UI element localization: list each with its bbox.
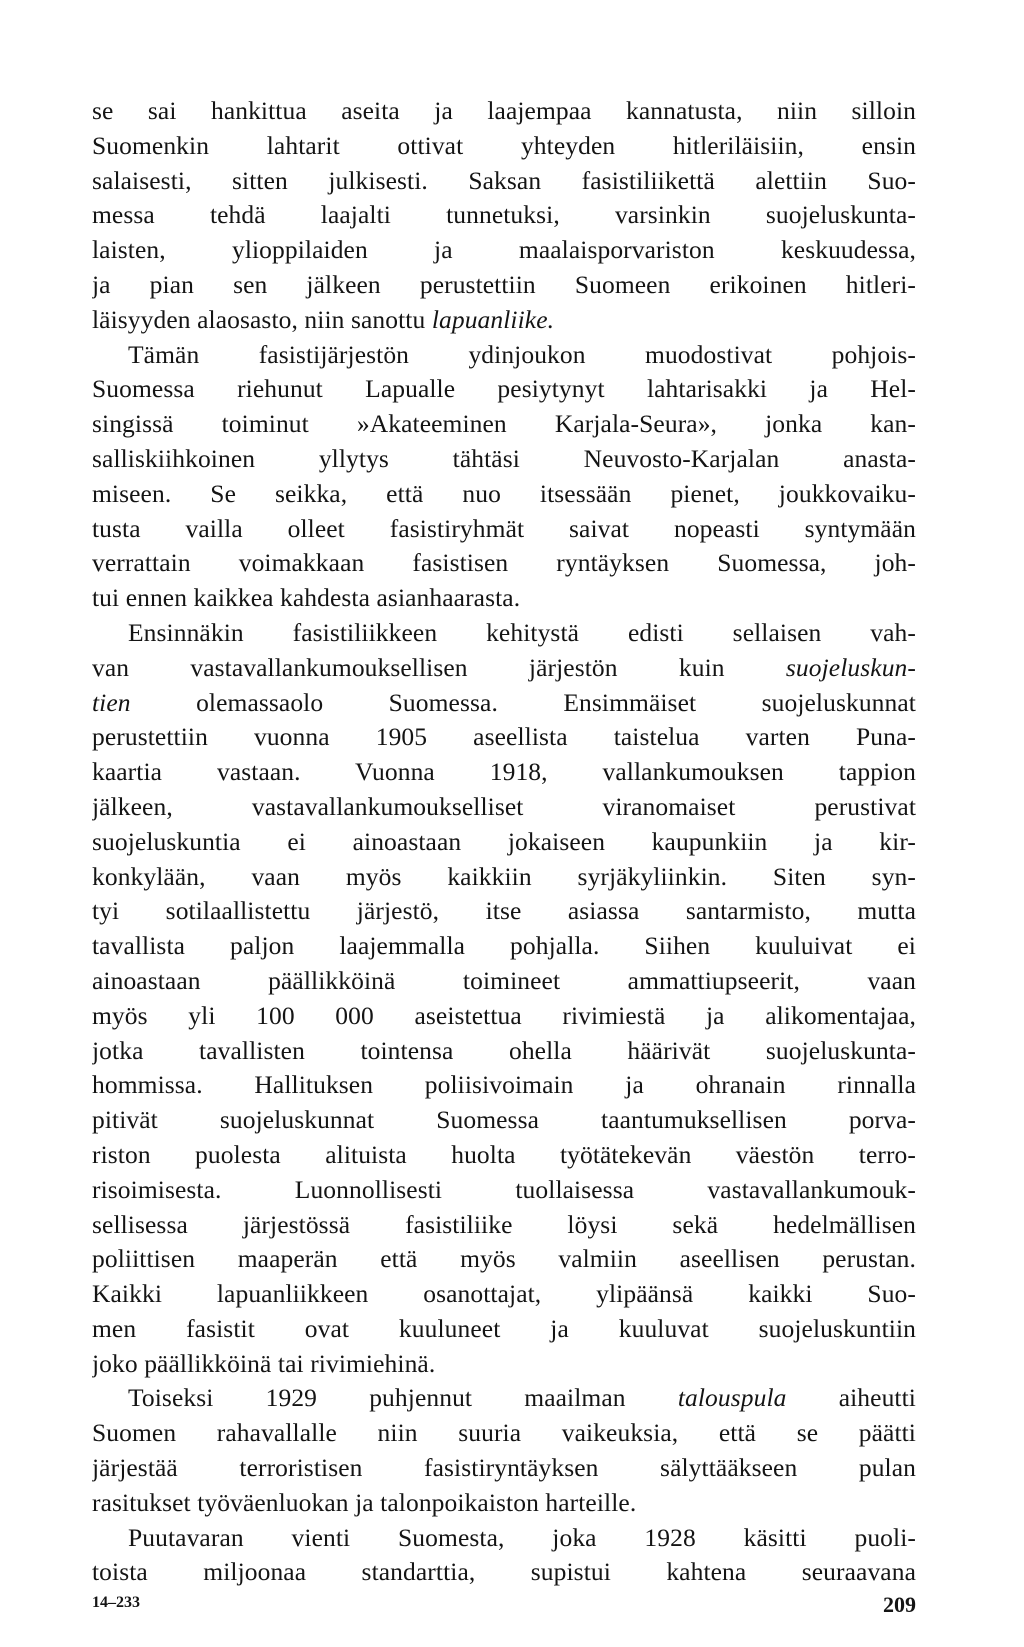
text-line: [92, 1381, 916, 1416]
text-line: [92, 164, 916, 199]
text-line: [92, 338, 916, 373]
text-line: [92, 198, 916, 233]
text-line: [92, 1347, 916, 1382]
text-run: singissä toiminut »Akateeminen Karjala-Seura», jonka kan-: [92, 409, 916, 439]
text-run: tavallista paljon laajemmalla pohjalla. Siihen kuuluivat ei: [92, 931, 916, 961]
text-run: se sai hankittua aseita ja laajempaa kannatusta, niin silloin: [92, 96, 916, 125]
text-run: myös yli 100 000 aseistettua rivimiestä ja alikomentajaa,: [92, 1000, 916, 1030]
text-run: miseen. Se seikka, että nuo itsessään pienet, joukkovaiku-: [92, 478, 916, 508]
text-run: verrattain voimakkaan fasistisen ryntäyksen Suomessa, joh-: [92, 548, 916, 578]
text-run: riston puolesta alituista huolta työtätekevän väestön terro-: [92, 1139, 916, 1169]
text-line: [92, 442, 916, 477]
body-text: [92, 94, 916, 1590]
text-run: salliskiihkoinen yllytys tähtäsi Neuvosto-Karjalan anasta-: [92, 443, 916, 473]
italic-term: lapuanliike.: [431, 304, 555, 334]
text-run: Suomen rahavallalle niin suuria vaikeuksia, että se päätti: [92, 1418, 916, 1448]
text-line: [92, 1242, 916, 1277]
text-run: jälkeen, vastavallankumoukselliset viranomaiset perustivat: [92, 791, 916, 821]
text-run: Tämän fasistijärjestön ydinjoukon muodostivat pohjois-: [128, 339, 916, 369]
text-run: van vastavallankumouksellisen järjestön kuin: [92, 652, 786, 682]
text-run: poliittisen maaperän että myös valmiin aseellisen perustan.: [92, 1244, 916, 1274]
text-line: [92, 581, 916, 616]
text-line: [92, 372, 916, 407]
text-run: toista miljoonaa standarttia, supistui kahtena seuraavana: [92, 1557, 916, 1587]
text-run: Toiseksi 1929 puhjennut maailman: [128, 1383, 678, 1413]
text-line: [92, 616, 916, 651]
text-run: laisten, ylioppilaiden ja maalaisporvariston keskuudessa,: [92, 235, 916, 265]
text-line: [92, 546, 916, 581]
text-line: [92, 894, 916, 929]
text-run: perustettiin vuonna 1905 aseellista taistelua varten Puna-: [92, 722, 916, 752]
text-line: [92, 825, 916, 860]
text-run: pitivät suojeluskunnat Suomessa taantumuksellisen porva-: [92, 1105, 916, 1135]
text-run: joko päällikköinä tai rivimiehinä.: [92, 1348, 436, 1378]
text-line: [92, 1068, 916, 1103]
text-line: [92, 268, 916, 303]
text-run: Suomessa riehunut Lapualle pesiytynyt lahtarisakki ja Hel-: [92, 374, 916, 404]
text-run: suojeluskuntia ei ainoastaan jokaiseen kaupunkiin ja kir-: [92, 826, 916, 856]
text-line: [92, 1138, 916, 1173]
text-line: [92, 1208, 916, 1243]
text-run: tyi sotilaallistettu järjestö, itse asiassa santarmisto, mutta: [92, 896, 916, 926]
text-run: ja pian sen jälkeen perustettiin Suomeen erikoinen hitleri-: [92, 269, 916, 299]
text-line: [92, 929, 916, 964]
text-line: [92, 860, 916, 895]
text-run: konkylään, vaan myös kaikkiin syrjäkyliinkin. Siten syn-: [92, 861, 916, 891]
text-run: kaartia vastaan. Vuonna 1918, vallankumouksen tappion: [92, 757, 916, 787]
text-line: [92, 233, 916, 268]
text-run: men fasistit ovat kuuluneet ja kuuluvat suojeluskuntiin: [92, 1313, 916, 1343]
text-line: [92, 477, 916, 512]
text-run: Suomenkin lahtarit ottivat yhteyden hitleriläisiin, ensin: [92, 130, 916, 160]
printer-signature: 14–233: [92, 1594, 140, 1611]
text-line: [92, 407, 916, 442]
text-run: Ensinnäkin fasistiliikkeen kehitystä edisti sellaisen vah-: [128, 617, 916, 647]
text-line: [92, 651, 916, 686]
italic-term: tien: [92, 687, 131, 717]
text-line: [92, 303, 916, 338]
text-run: tui ennen kaikkea kahdesta asianhaarasta.: [92, 583, 521, 613]
text-run: rasitukset työväenluokan ja talonpoikaiston harteille.: [92, 1487, 637, 1517]
text-line: [92, 964, 916, 999]
text-run: olemassaolo Suomessa. Ensimmäiset suojeluskunnat: [130, 687, 916, 717]
text-run: Puutavaran vienti Suomesta, joka 1928 käsitti puoli-: [128, 1522, 916, 1552]
text-run: aiheutti: [786, 1383, 916, 1413]
text-line: [92, 1173, 916, 1208]
text-line: [92, 129, 916, 164]
text-line: [92, 1312, 916, 1347]
text-run: sellisessa järjestössä fasistiliike löysi sekä hedelmällisen: [92, 1209, 916, 1239]
text-run: tusta vailla olleet fasistiryhmät saivat nopeasti syntymään: [92, 513, 916, 543]
text-run: järjestää terroristisen fasistiryntäyksen sälyttääkseen pulan: [92, 1453, 916, 1483]
text-line: [92, 1034, 916, 1069]
text-line: [92, 1555, 916, 1590]
text-run: salaisesti, sitten julkisesti. Saksan fasistiliikettä alettiin Suo-: [92, 165, 916, 195]
text-line: [92, 1521, 916, 1556]
text-line: [92, 1451, 916, 1486]
text-line: [92, 1103, 916, 1138]
text-line: [92, 94, 916, 129]
italic-term: talouspula: [677, 1383, 787, 1413]
text-line: [92, 999, 916, 1034]
italic-term: suojeluskun-: [785, 652, 916, 682]
text-run: Kaikki lapuanliikkeen osanottajat, ylipäänsä kaikki Suo-: [92, 1279, 916, 1309]
text-line: [92, 720, 916, 755]
text-run: messa tehdä laajalti tunnetuksi, varsinkin suojeluskunta-: [92, 200, 916, 230]
text-run: jotka tavallisten tointensa ohella häärivät suojeluskunta-: [92, 1035, 916, 1065]
page-number: 209: [883, 1592, 916, 1617]
text-run: läisyyden alaosasto, niin sanottu: [92, 304, 432, 334]
text-run: ainoastaan päällikköinä toimineet ammattiupseerit, vaan: [92, 965, 916, 995]
text-line: [92, 1416, 916, 1451]
text-line: [92, 790, 916, 825]
text-line: [92, 755, 916, 790]
page-footer: [92, 1592, 916, 1622]
text-run: risoimisesta. Luonnollisesti tuollaisessa vastavallankumouk-: [92, 1174, 916, 1204]
text-line: [92, 1486, 916, 1521]
text-run: hommissa. Hallituksen poliisivoimain ja ohranain rinnalla: [92, 1070, 916, 1100]
text-line: [92, 686, 916, 721]
text-line: [92, 1277, 916, 1312]
text-line: [92, 512, 916, 547]
